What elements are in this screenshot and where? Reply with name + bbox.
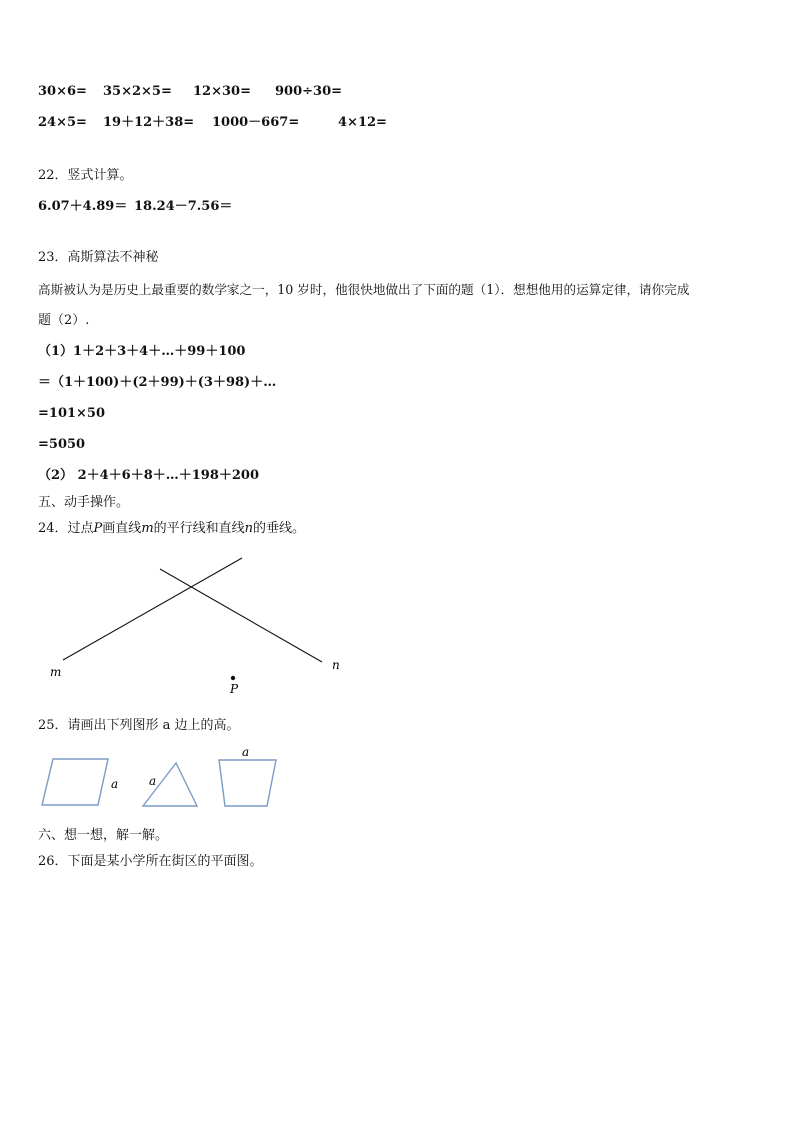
label-n: n	[332, 658, 340, 672]
math-item: 24×5=	[38, 115, 87, 130]
question-23-intro-line-2: 题（2）.	[38, 313, 90, 328]
q24-line-n-label: n	[244, 521, 254, 536]
label-p: P	[230, 682, 239, 696]
triangle-label-a: a	[149, 774, 157, 788]
gauss-step-2: ＝（1＋100)＋(2＋99)＋(3＋98)＋…	[38, 375, 277, 390]
q24-title-prefix: 24．过点	[38, 521, 94, 536]
line-n	[160, 569, 322, 662]
q24-line-m-label: m	[141, 521, 154, 536]
question-22-title: 22．竖式计算。	[38, 168, 133, 183]
math-item: 19＋12＋38=	[103, 115, 195, 130]
trapezoid-shape	[219, 760, 276, 806]
question-23-intro-line-1: 高斯被认为是历史上最重要的数学家之一，10 岁时，他很快地做出了下面的题（1）．想想他用的运算定律，请你完成	[38, 282, 690, 297]
question-23-title: 23．高斯算法不神秘	[38, 250, 159, 265]
math-item: 30×6=	[38, 84, 87, 99]
vertical-calc-item-1: 6.07＋4.89＝	[38, 199, 128, 214]
section-5-title: 五、动手操作。	[38, 495, 130, 510]
gauss-step-1: （1）1＋2＋3＋4＋…＋99＋100	[38, 344, 246, 359]
question-25-title: 25．请画出下列图形 a 边上的高。	[38, 718, 240, 733]
math-item: 35×2×5=	[103, 84, 172, 99]
math-item: 12×30=	[193, 84, 251, 99]
math-item: 900÷30=	[275, 84, 343, 99]
line-m	[63, 558, 242, 660]
q24-title-mid-2: 的平行线和直线	[153, 521, 245, 536]
q24-figure	[0, 550, 400, 710]
q24-title-suffix: 的垂线。	[253, 521, 306, 536]
q24-title-mid-1: 画直线	[102, 521, 142, 536]
label-m: m	[50, 665, 62, 679]
gauss-step-3: =101×50	[38, 406, 106, 421]
math-item: 1000－667=	[212, 115, 300, 130]
question-24-title	[38, 521, 305, 537]
q25-figure	[0, 745, 300, 815]
gauss-question-2: （2） 2＋4＋6＋8＋…＋198＋200	[38, 468, 260, 483]
point-p-dot	[231, 676, 235, 680]
gauss-step-4: =5050	[38, 437, 86, 452]
q24-point-label: P	[93, 521, 103, 536]
parallelogram-shape	[42, 759, 108, 805]
trapezoid-label-a: a	[242, 745, 250, 759]
question-26-title: 26．下面是某小学所在街区的平面图。	[38, 854, 263, 869]
vertical-calc-item-2: 18.24－7.56＝	[134, 199, 233, 214]
parallelogram-label-a: a	[111, 777, 119, 791]
section-6-title: 六、想一想，解一解。	[38, 828, 169, 843]
math-item: 4×12=	[338, 115, 387, 130]
